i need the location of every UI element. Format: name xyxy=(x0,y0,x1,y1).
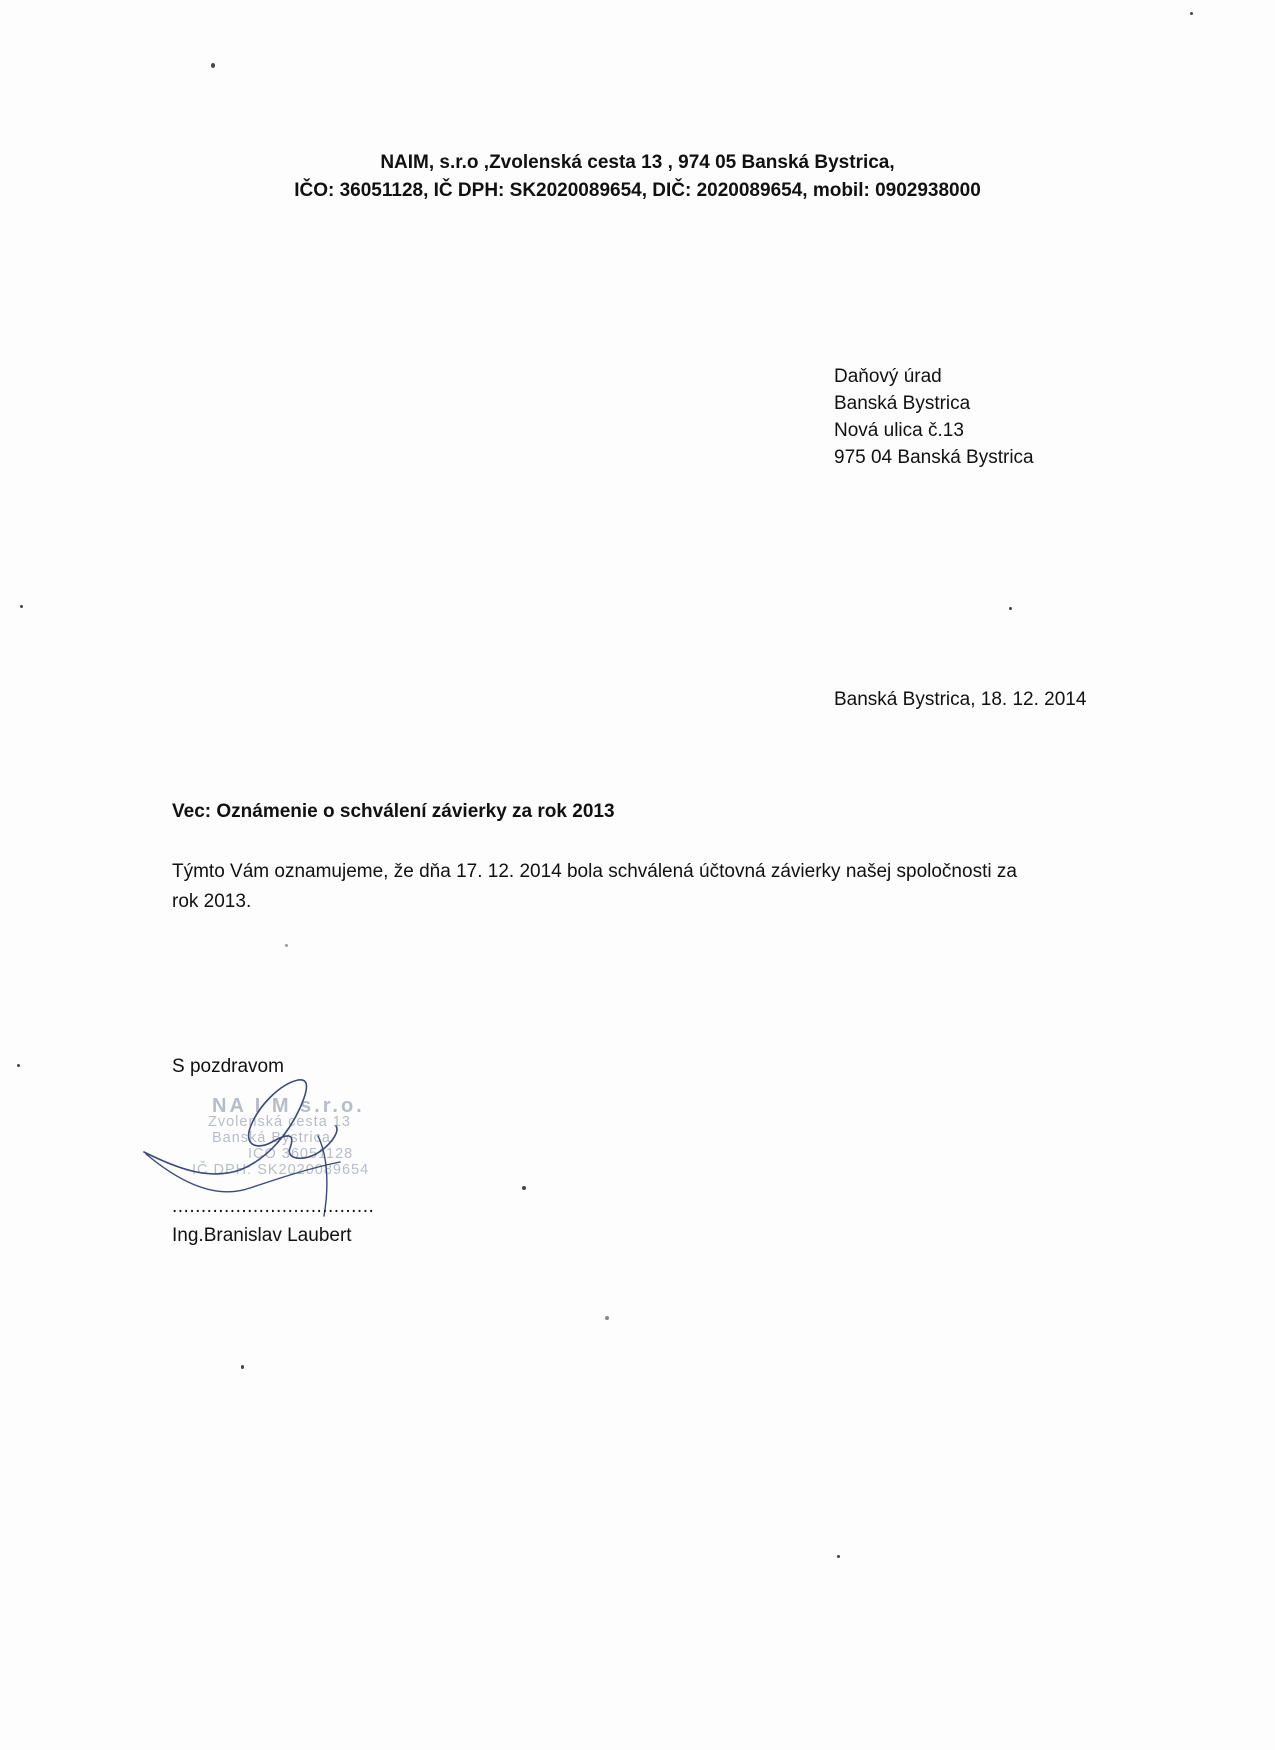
letter-body xyxy=(172,857,1112,917)
recipient-line: Nová ulica č.13 xyxy=(834,420,964,441)
stamp-line: NA I M s.r.o. xyxy=(212,1095,365,1117)
scan-speck xyxy=(522,1186,526,1190)
subject-line: Vec: Oznámenie o schválení závierky za rok 2013 xyxy=(172,801,615,822)
recipient-address xyxy=(834,363,1034,471)
stamp-line: Zvolenská cesta 13 xyxy=(208,1114,351,1130)
body-line: rok 2013. xyxy=(172,891,252,912)
stamp-line: IČ DPH: SK2020089654 xyxy=(192,1162,370,1178)
recipient-line: Banská Bystrica xyxy=(834,393,971,414)
recipient-line: Daňový úrad xyxy=(834,366,942,387)
recipient-line: 975 04 Banská Bystrica xyxy=(834,447,1034,468)
scan-speck xyxy=(211,63,215,68)
scan-speck xyxy=(241,1365,244,1369)
scan-speck xyxy=(837,1555,840,1558)
body-line: Týmto Vám oznamujeme, že dňa 17. 12. 2014 bola schválená účtovná závierky našej spoločnosti za xyxy=(172,861,1017,882)
signer-name: Ing.Branislav Laubert xyxy=(172,1225,352,1246)
scan-speck xyxy=(1190,12,1193,15)
letterhead-company-ids: IČO: 36051128, IČ DPH: SK2020089654, DIČ: 2020089654, mobil: 0902938000 xyxy=(294,180,981,201)
letterhead-company-address: NAIM, s.r.o ,Zvolenská cesta 13 , 974 05 Banská Bystrica, xyxy=(380,152,895,173)
stamp-line: Banská Bystrica xyxy=(212,1130,331,1146)
signature-line: ................................... xyxy=(172,1196,375,1217)
scan-speck xyxy=(1009,607,1012,610)
closing-greeting: S pozdravom xyxy=(172,1056,284,1077)
scan-speck xyxy=(285,944,288,947)
stamp-line: IČO 36051128 xyxy=(248,1146,354,1162)
scan-speck xyxy=(20,605,23,608)
scan-speck xyxy=(605,1316,609,1320)
place-and-date: Banská Bystrica, 18. 12. 2014 xyxy=(834,689,1087,710)
scan-speck xyxy=(17,1064,20,1067)
